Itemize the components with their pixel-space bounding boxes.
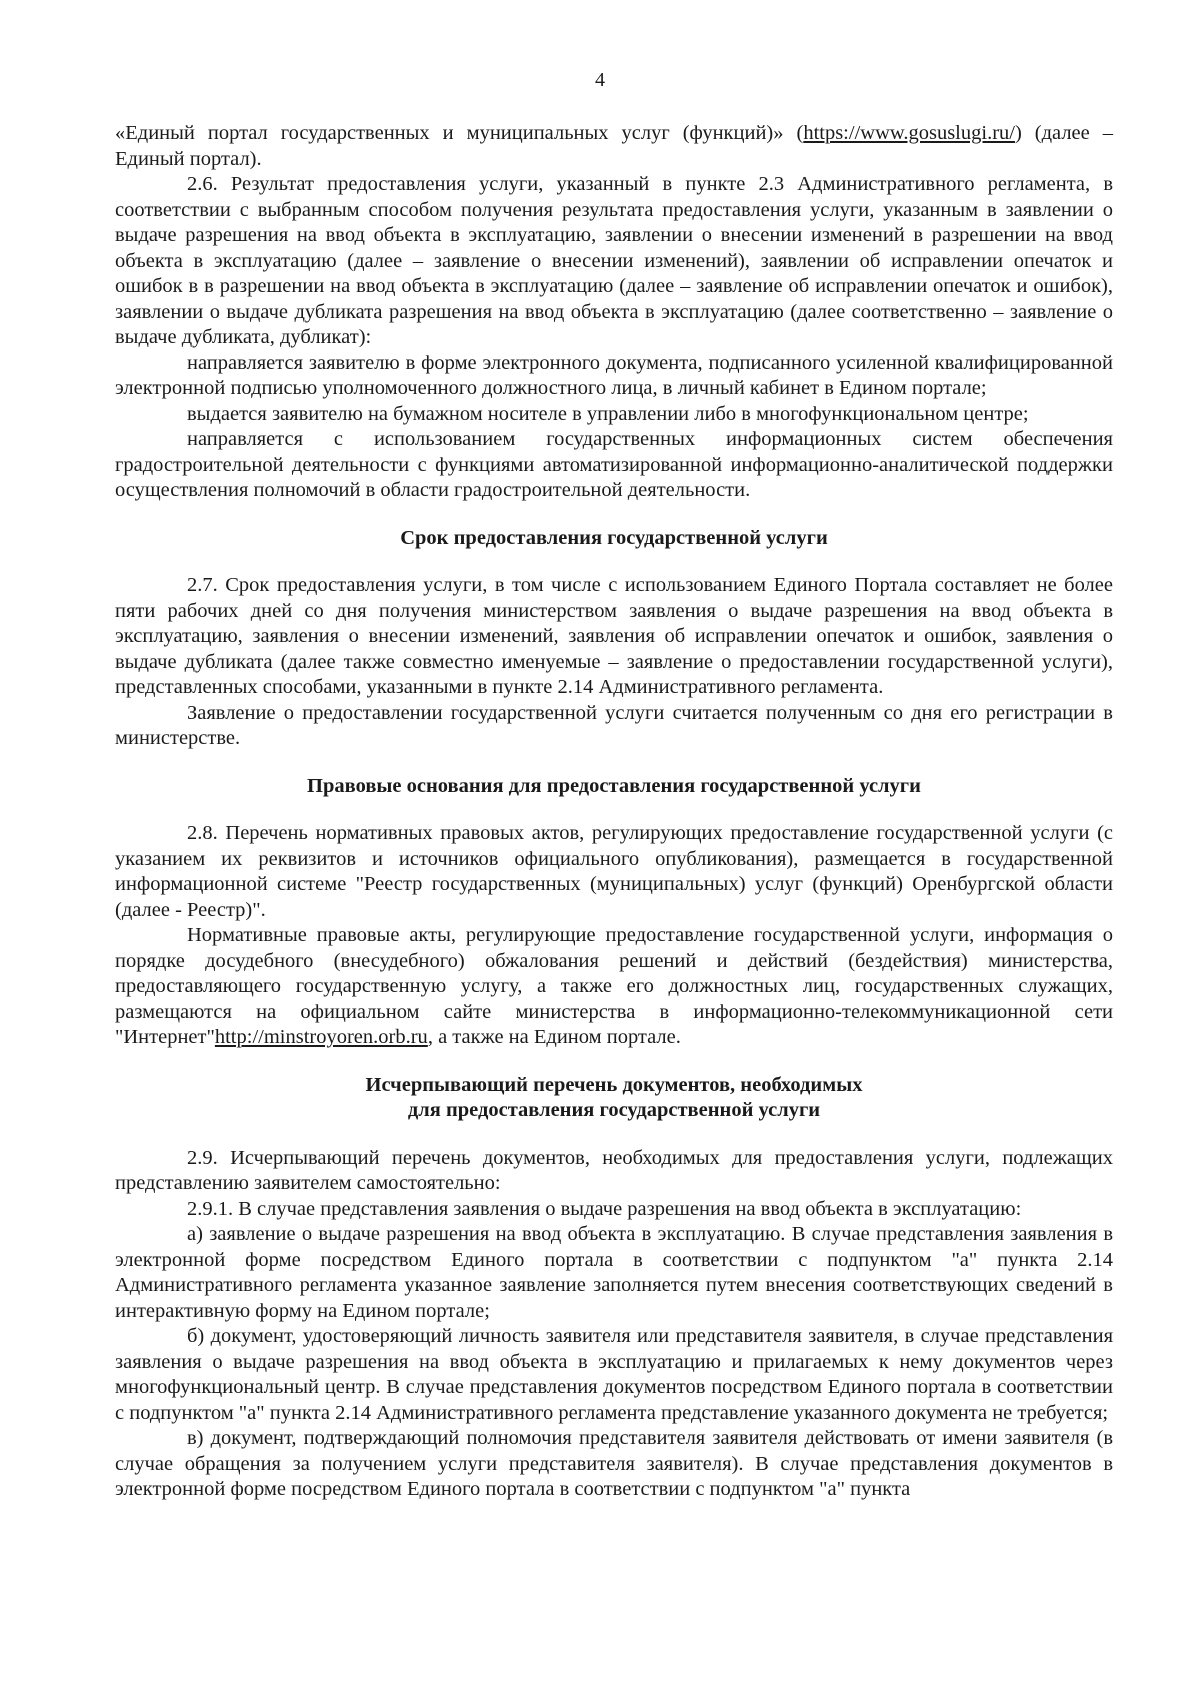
intro-text-before: «Единый портал государственных и муниципальных услуг (функций)» ( [115, 122, 804, 144]
paragraph-2-8-acts-text: Нормативные правовые акты, регулирующие предоставление государственной услуги, информация о порядке досудебного (внесудебного) обжалования решений и действий (бездействия) министерства, предоставляющего государственную услугу, а также его должностных лиц, государственных служащих, размещаются на официальном сайте министерства в информационно-телекоммуникационной сети "Интернет" [115, 924, 1113, 1048]
page-number: 4 [595, 69, 605, 91]
heading-documents-line2: для предоставления государственной услуги [407, 1099, 821, 1121]
intro-text-after: ) (далее – Единый портал). [115, 122, 1113, 170]
paragraph-2-8-acts [115, 923, 1113, 1051]
paragraph-2-6-electronic: направляется заявителю в форме электронного документа, подписанного усиленной квалифицированной электронной подписью уполномоченного должностного лица, в личный кабинет в Едином портале; [115, 351, 1113, 399]
paragraph-2-8-acts-tail: , а также на Едином портале. [427, 1026, 681, 1048]
heading-legal-basis: Правовые основания для предоставления государственной услуги [307, 774, 921, 797]
heading-term: Срок предоставления государственной услуги [400, 526, 828, 549]
paragraph-2-6-paper: выдается заявителю на бумажном носителе в управлении либо в многофункциональном центре; [187, 402, 1029, 425]
paragraph-2-9-1-v: в) документ, подтверждающий полномочия представителя заявителя действовать от имени заявителя (в случае обращения за получением услуги представителя заявителя). В случае представления документов в электронной форме посредством Единого портала в соответствии с подпунктом "а" пункта [115, 1427, 1113, 1500]
paragraph-2-9-1-b: б) документ, удостоверяющий личность заявителя или представителя заявителя, в случае представления заявления о выдаче разрешения на ввод объекта в эксплуатацию и прилагаемых к нему документов через многофункциональный центр. В случае представления документов посредством Единого портала в соответствии с подпунктом "а" пункта 2.14 Административного регламента представление указанного документа не требуется; [115, 1325, 1113, 1424]
paragraph-2-9: 2.9. Исчерпывающий перечень документов, необходимых для предоставления услуги, подлежащих представлению заявителем самостоятельно: [115, 1146, 1113, 1194]
minstroy-link[interactable]: http://minstroyoren.orb.ru [214, 1026, 428, 1048]
paragraph-2-7-registration: Заявление о предоставлении государственной услуги считается полученным со дня его регистрации в министерстве. [115, 701, 1113, 749]
heading-documents-line1: Исчерпывающий перечень документов, необходимых [365, 1073, 863, 1096]
paragraph-2-9-1: 2.9.1. В случае представления заявления о выдаче разрешения на ввод объекта в эксплуатацию: [187, 1197, 1022, 1220]
paragraph-2-7: 2.7. Срок предоставления услуги, в том числе с использованием Единого Портала составляет не более пяти рабочих дней со дня получения министерством заявления о выдаче разрешения на ввод объекта в эксплуатацию, заявления о внесении изменений, заявления об исправлении опечаток и ошибок, заявления о выдаче дубликата (далее также совместно именуемые – заявление о предоставлении государственной услуги), представленных способами, указанными в пункте 2.14 Административного регламента. [115, 574, 1113, 698]
paragraph-2-6: 2.6. Результат предоставления услуги, указанный в пункте 2.3 Административного регламента, в соответствии с выбранным способом получения результата предоставления услуги, указанным в заявлении о выдаче разрешения на ввод объекта в эксплуатацию, заявлении о внесении изменений в разрешении на ввод объекта в эксплуатацию (далее – заявление о внесении изменений), заявлении об исправлении опечаток и ошибок в в разрешении на ввод объекта в эксплуатацию (далее – заявление об исправлении опечаток и ошибок), заявлении о выдаче дубликата разрешения на ввод объекта в эксплуатацию (далее соответственно – заявление о выдаче дубликата, дубликат): [115, 173, 1113, 348]
paragraph-2-6-gis: направляется с использованием государственных информационных систем обеспечения градостроительной деятельности с функциями автоматизированной информационно-аналитической поддержки осуществления полномочий в области градостроительной деятельности. [115, 428, 1113, 501]
intro-paragraph [115, 121, 1113, 172]
paragraph-2-8: 2.8. Перечень нормативных правовых актов, регулирующих предоставление государственной услуги (с указанием их реквизитов и источников официального опубликования), размещается в государственной информационной системе "Реестр государственных (муниципальных) услуг (функций) Оренбургской области (далее - Реестр)". [115, 822, 1113, 921]
paragraph-2-9-1-a: а) заявление о выдаче разрешения на ввод объекта в эксплуатацию. В случае представления заявления в электронной форме посредством Единого портала в соответствии с подпунктом "а" пункта 2.14 Административного регламента указанное заявление заполняется путем внесения соответствующих сведений в интерактивную форму на Едином портале; [115, 1223, 1113, 1322]
document-body [115, 121, 1113, 1503]
gosuslugi-link[interactable]: https://www.gosuslugi.ru/ [803, 122, 1015, 144]
